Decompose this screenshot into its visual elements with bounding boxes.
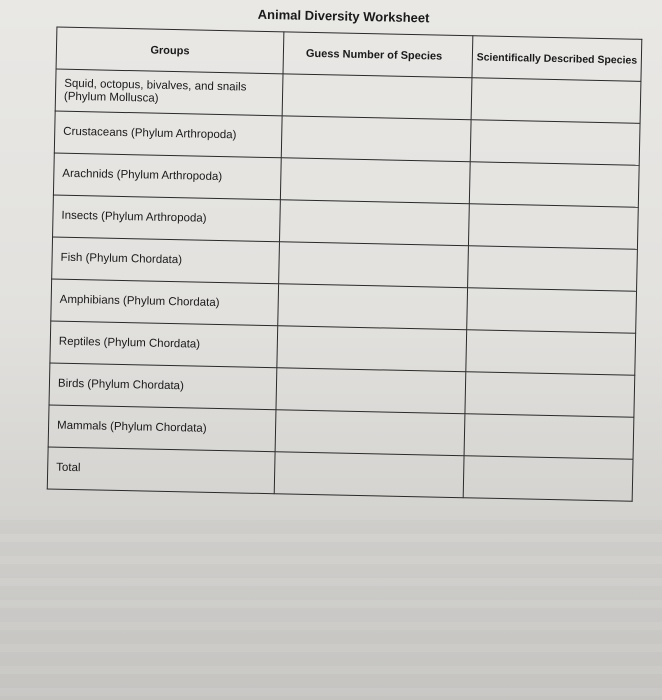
guess-cell[interactable] [281,116,471,162]
row-label-birds: Birds (Phylum Chordata) [49,363,277,410]
row-label-amphibians: Amphibians (Phylum Chordata) [51,279,279,326]
described-cell[interactable] [469,162,639,208]
guess-cell[interactable] [276,368,466,414]
row-label-insects: Insects (Phylum Arthropoda) [53,195,281,242]
described-cell[interactable] [466,330,636,376]
bleed-through-text [0,520,662,700]
header-described-species: Scientifically Described Species [472,36,642,82]
described-cell[interactable] [468,246,638,292]
row-label-arachnids: Arachnids (Phylum Arthropoda) [53,153,281,200]
worksheet [19,0,645,538]
guess-cell[interactable] [275,410,465,456]
worksheet-title: Animal Diversity Worksheet [257,6,430,26]
guess-cell[interactable] [280,158,470,204]
row-label-mollusca: Squid, octopus, bivalves, and snails (Phylum Mollusca) [55,69,283,116]
described-cell[interactable] [465,372,635,418]
described-cell[interactable] [464,414,634,460]
header-groups: Groups [56,27,284,74]
described-cell[interactable] [467,288,637,334]
row-label-crustaceans: Crustaceans (Phylum Arthropoda) [54,111,282,158]
row-label-fish: Fish (Phylum Chordata) [52,237,280,284]
guess-cell[interactable] [277,326,467,372]
guess-total-cell[interactable] [274,452,464,498]
guess-cell[interactable] [279,242,469,288]
species-table [47,27,643,502]
row-label-total: Total [47,447,275,494]
guess-cell[interactable] [278,284,468,330]
described-cell[interactable] [468,204,638,250]
row-label-mammals: Mammals (Phylum Chordata) [48,405,276,452]
guess-cell[interactable] [282,74,472,120]
described-cell[interactable] [471,78,641,124]
described-total-cell[interactable] [463,456,633,502]
guess-cell[interactable] [279,200,469,246]
row-label-reptiles: Reptiles (Phylum Chordata) [50,321,278,368]
described-cell[interactable] [470,120,640,166]
header-guess-number: Guess Number of Species [283,32,473,78]
